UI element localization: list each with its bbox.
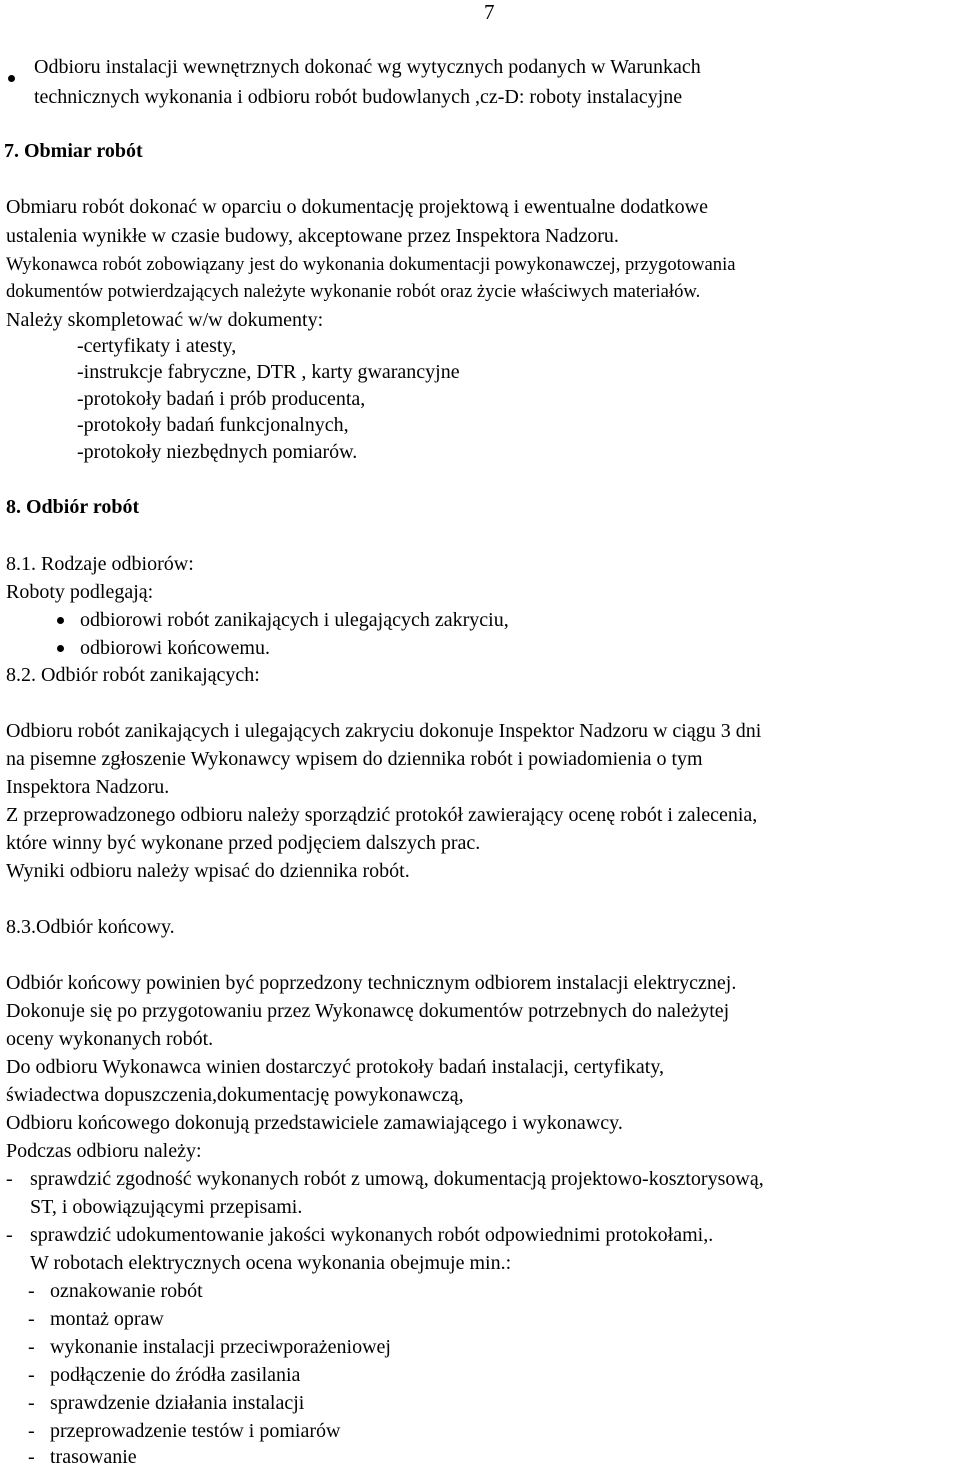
assessment-item: wykonanie instalacji przeciwporażeniowej <box>50 1336 391 1358</box>
assessment-dash: - <box>28 1392 35 1414</box>
section-8-1-heading: 8.1. Rodzaje odbiorów: <box>6 553 194 575</box>
assessment-item: oznakowanie robót <box>50 1280 203 1302</box>
section-8-2-para-line: Odbioru robót zanikających i ulegających zakryciu dokonuje Inspektor Nadzoru w ciągu 3 dni <box>6 720 762 742</box>
assessment-dash: - <box>28 1280 35 1302</box>
section-8-2-para-line: które winny być wykonane przed podjęciem dalszych prac. <box>6 832 481 854</box>
section-8-2-para-line: Wyniki odbioru należy wpisać do dziennika robót. <box>6 860 410 882</box>
section-8-2-para-line: Inspektora Nadzoru. <box>6 776 170 798</box>
section-7-heading: 7. Obmiar robót <box>4 140 143 162</box>
section-7-para-line: dokumentów potwierdzających należyte wykonanie robót oraz życie właściwych materiałów. <box>6 281 701 302</box>
section-8-3-para-line: Odbioru końcowego dokonują przedstawiciele zamawiającego i wykonawcy. <box>6 1112 623 1134</box>
section-8-2-para-line: Z przeprowadzonego odbioru należy sporządzić protokół zawierający ocenę robót i zalecenia, <box>6 804 758 826</box>
section-8-2-heading: 8.2. Odbiór robót zanikających: <box>6 664 260 686</box>
check-item: ST, i obowiązującymi przepisami. <box>30 1196 303 1218</box>
assessment-dash: - <box>28 1364 35 1386</box>
assessment-dash: - <box>28 1420 35 1442</box>
section-8-3-heading: 8.3.Odbiór końcowy. <box>6 916 175 938</box>
section-7-para-line: Należy skompletować w/w dokumenty: <box>6 309 324 331</box>
section-8-3-para-line: Podczas odbioru należy: <box>6 1140 202 1162</box>
bullet-icon <box>57 617 64 624</box>
assessment-dash: - <box>28 1336 35 1358</box>
check-item: sprawdzić udokumentowanie jakości wykonanych robót odpowiednimi protokołami,. <box>30 1224 714 1246</box>
assessment-dash: - <box>28 1308 35 1330</box>
receipt-type-item: odbiorowi robót zanikających i ulegających zakryciu, <box>80 609 509 631</box>
check-dash: - <box>6 1168 13 1190</box>
section-8-3-para-line: Dokonuje się po przygotowaniu przez Wykonawcę dokumentów potrzebnych do należytej <box>6 1000 730 1022</box>
assessment-item: sprawdzenie działania instalacji <box>50 1392 305 1414</box>
intro-line-2: technicznych wykonania i odbioru robót budowlanych ,cz-D: roboty instalacyjne <box>34 86 683 108</box>
section-8-3-para-line: Odbiór końcowy powinien być poprzedzony technicznym odbiorem instalacji elektrycznej. <box>6 972 737 994</box>
section-7-para-line: Obmiaru robót dokonać w oparciu o dokumentację projektową i ewentualne dodatkowe <box>6 196 709 218</box>
document-list-item: -protokoły badań i prób producenta, <box>77 388 366 410</box>
bullet-icon <box>57 645 64 652</box>
section-7-para-line: ustalenia wynikłe w czasie budowy, akceptowane przez Inspektora Nadzoru. <box>6 225 619 247</box>
section-7-para-line: Wykonawca robót zobowiązany jest do wykonania dokumentacji powykonawczej, przygotowania <box>6 254 736 275</box>
assessment-item: podłączenie do źródła zasilania <box>50 1364 301 1386</box>
document-list-item: -certyfikaty i atesty, <box>77 335 237 357</box>
assessment-item: trasowanie <box>50 1446 137 1468</box>
assessment-item: przeprowadzenie testów i pomiarów <box>50 1420 341 1442</box>
check-dash: - <box>6 1224 13 1246</box>
bullet-icon <box>8 75 15 82</box>
section-8-1-intro: Roboty podlegają: <box>6 581 154 603</box>
section-8-3-para-line: Do odbioru Wykonawca winien dostarczyć protokoły badań instalacji, certyfikaty, <box>6 1056 665 1078</box>
check-item: sprawdzić zgodność wykonanych robót z umową, dokumentacją projektowo-kosztorysową, <box>30 1168 764 1190</box>
document-list-item: -protokoły niezbędnych pomiarów. <box>77 441 358 463</box>
assessment-dash: - <box>28 1446 35 1468</box>
assessment-item: montaż opraw <box>50 1308 164 1330</box>
section-8-heading: 8. Odbiór robót <box>6 496 140 518</box>
page-number: 7 <box>484 0 495 24</box>
section-8-3-para-line: świadectwa dopuszczenia,dokumentację powykonawczą, <box>6 1084 464 1106</box>
document-list-item: -protokoły badań funkcjonalnych, <box>77 414 349 436</box>
receipt-type-item: odbiorowi końcowemu. <box>80 637 270 659</box>
section-8-3-para-line: oceny wykonanych robót. <box>6 1028 214 1050</box>
intro-line-1: Odbioru instalacji wewnętrznych dokonać wg wytycznych podanych w Warunkach <box>34 56 701 78</box>
section-8-2-para-line: na pisemne zgłoszenie Wykonawcy wpisem do dziennika robót i powiadomienia o tym <box>6 748 703 770</box>
document-list-item: -instrukcje fabryczne, DTR , karty gwarancyjne <box>77 361 460 383</box>
check-item: W robotach elektrycznych ocena wykonania obejmuje min.: <box>30 1252 512 1274</box>
